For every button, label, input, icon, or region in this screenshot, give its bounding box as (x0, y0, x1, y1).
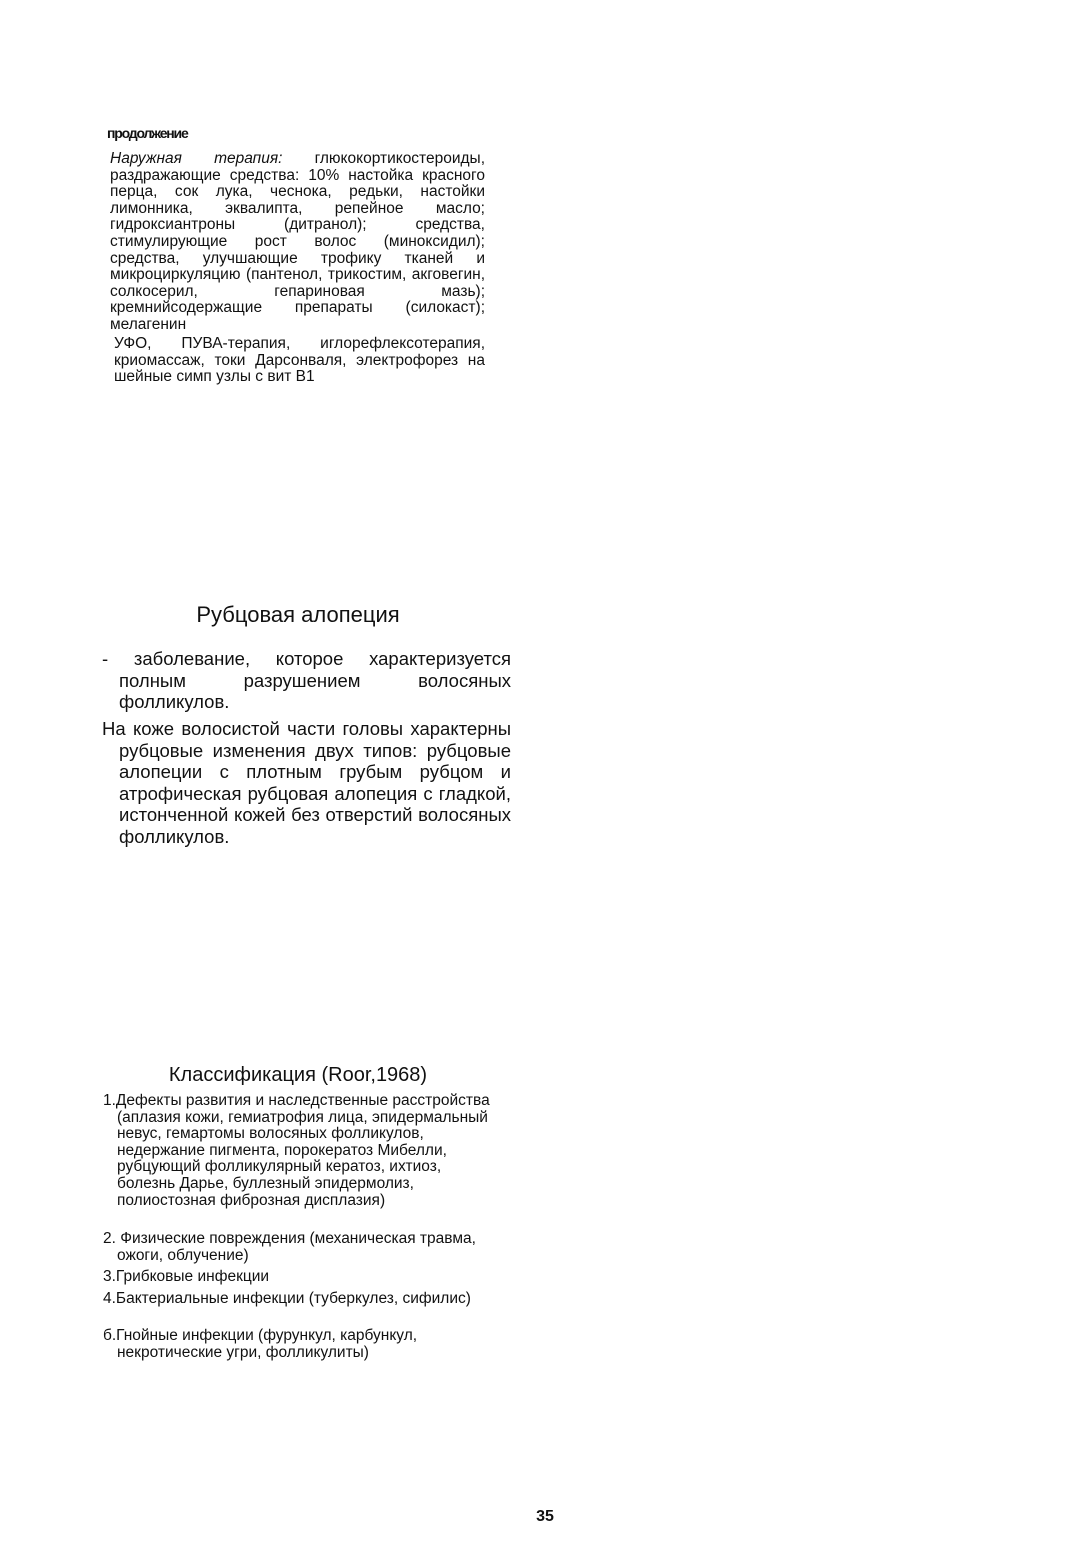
external-therapy-paragraph (110, 151, 485, 334)
description-paragraph: На коже волосистой части головы характерны рубцовые изменения двух типов: рубцовые алопеции с плотным грубым рубцом и атрофическая рубцовая алопеция с гладкой, истонченной кожей без отверстий волосяных фолликулов. (102, 718, 511, 847)
section-title: Рубцовая алопеция (196, 602, 400, 627)
classification-item: 3.Грибковые инфекции (103, 1268, 270, 1285)
definition-paragraph: - заболевание, которое характеризуется полным разрушением волосяных фолликулов. (102, 648, 511, 713)
continuation-label: продолжение (107, 125, 188, 141)
external-therapy-label: Наружная терапия: (110, 150, 283, 167)
external-therapy-text: глюкокортикостероиды, раздражающие средства: 10% настойка красного перца, сок лука, чеснока, редьки, настойки лимонника, эквалипта, репейное масло; гидроксиантроны (дитранол); средства, стимулирующие рост волос (миноксидил); средства, улучшающие трофику тканей и микроциркуляцию (пантенол, трикостим, акговегин, солкосерил, гепариновая мазь); кремнийсодержащие препараты (силокаст); мелагенин (110, 150, 485, 333)
classification-item: 2. Физические повреждения (механическая травма, ожоги, облучение) (103, 1230, 476, 1264)
classification-title: Классификация (Roor,1968) (168, 1064, 428, 1086)
classification-item: 4.Бактериальные инфекции (туберкулез, сифилис) (103, 1290, 471, 1307)
physiotherapy-paragraph: УФО, ПУВА-терапия, иглорефлексотерапия, криомассаж, токи Дарсонваля, электрофорез на шейные симп узлы с вит В1 (114, 335, 485, 386)
classification-item: б.Гнойные инфекции (фурункул, карбункул, некротические угри, фолликулиты) (103, 1327, 418, 1361)
page-number: 35 (536, 1508, 554, 1525)
classification-item: 1.Дефекты развития и наследственные расстройства (аплазия кожи, гемиатрофия лица, эпидермальный невус, гемартомы волосяных фолликулов, недержание пигмента, порокератоз Мибелли, рубцующий фолликулярный кератоз, ихтиоз, болезнь Дарье, буллезный эпидермолиз, полиостозная фиброзная дисплазия) (103, 1092, 490, 1209)
